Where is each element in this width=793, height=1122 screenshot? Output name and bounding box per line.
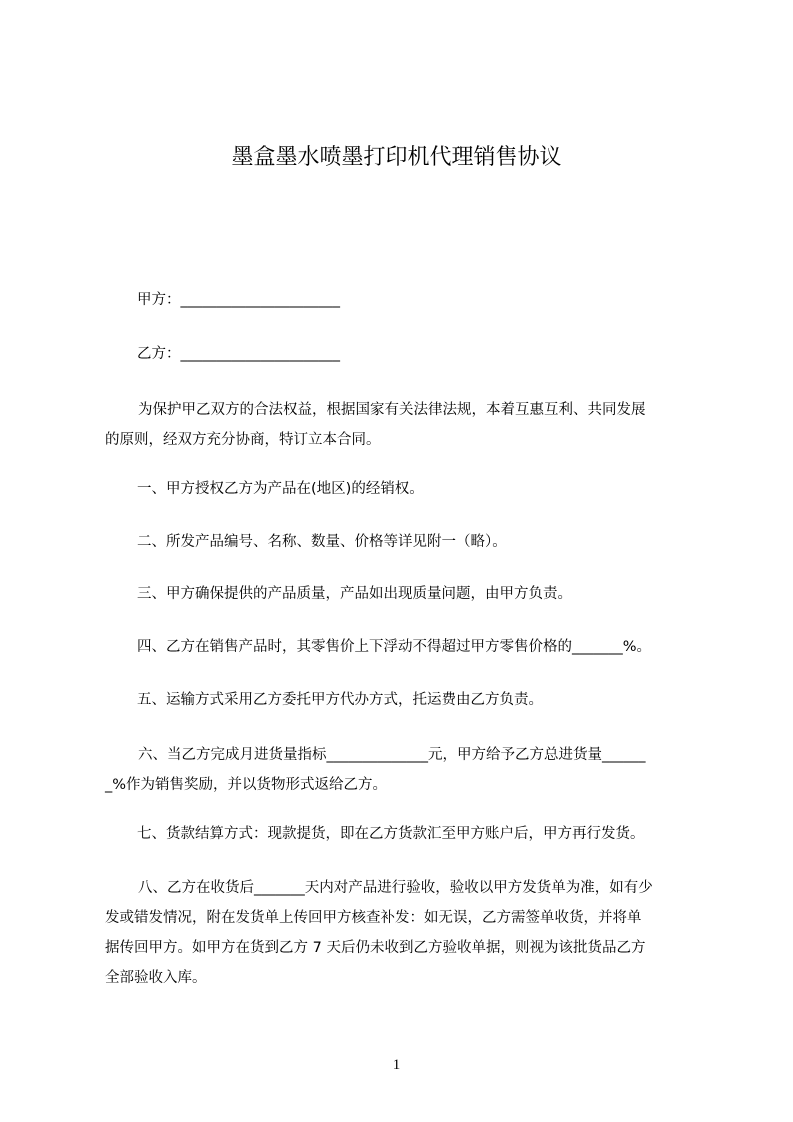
intro-line-2: 的原则，经双方充分协商，特订立本合同。 [105,432,381,448]
clause-8 [105,873,705,993]
party-b-line: 乙方：______________________ [137,346,340,362]
clause-4: 四、乙方在销售产品时，其零售价上下浮动不得超过甲方零售价格的_______%。 [137,639,652,655]
clause-6-line-1: 六、当乙方完成月进货量指标______________元，甲方给予乙方总进货量______ [138,747,646,763]
clause-8-line-1: 八、乙方在收货后_______天内对产品进行验收，验收以甲方发货单为准，如有少 [138,880,653,896]
clause-8-line-2: 发或错发情况，附在发货单上传回甲方核查补发：如无误，乙方需签单收货，并将单 [105,910,642,926]
clause-2: 二、所发产品编号、名称、数量、价格等详见附一（略）。 [137,534,507,550]
document-title: 墨盒墨水喷墨打印机代理销售协议 [231,145,562,170]
clause-8-line-4: 全部验收入库。 [105,970,207,986]
clause-6-line-2: _%作为销售奖励，并以货物形式返给乙方。 [105,777,388,793]
intro-paragraph [105,395,705,455]
party-a-line: 甲方：______________________ [137,292,340,308]
clause-6 [105,740,705,800]
clause-5: 五、运输方式采用乙方委托甲方代办方式，托运费由乙方负责。 [137,692,543,708]
intro-line-1: 为保护甲乙双方的合法权益，根据国家有关法律法规，本着互惠互利、共同发展 [138,402,646,418]
page-number: 1 [392,1057,401,1073]
clause-1: 一、甲方授权乙方为产品在(地区)的经销权。 [137,481,424,497]
clause-3: 三、甲方确保提供的产品质量，产品如出现质量问题，由甲方负责。 [137,586,572,602]
clause-8-line-3: 据传回甲方。如甲方在货到乙方 7 天后仍未收到乙方验收单据，则视为该批货品乙方 [105,940,646,956]
clause-7: 七、货款结算方式：现款提货，即在乙方货款汇至甲方账户后，甲方再行发货。 [137,826,645,842]
